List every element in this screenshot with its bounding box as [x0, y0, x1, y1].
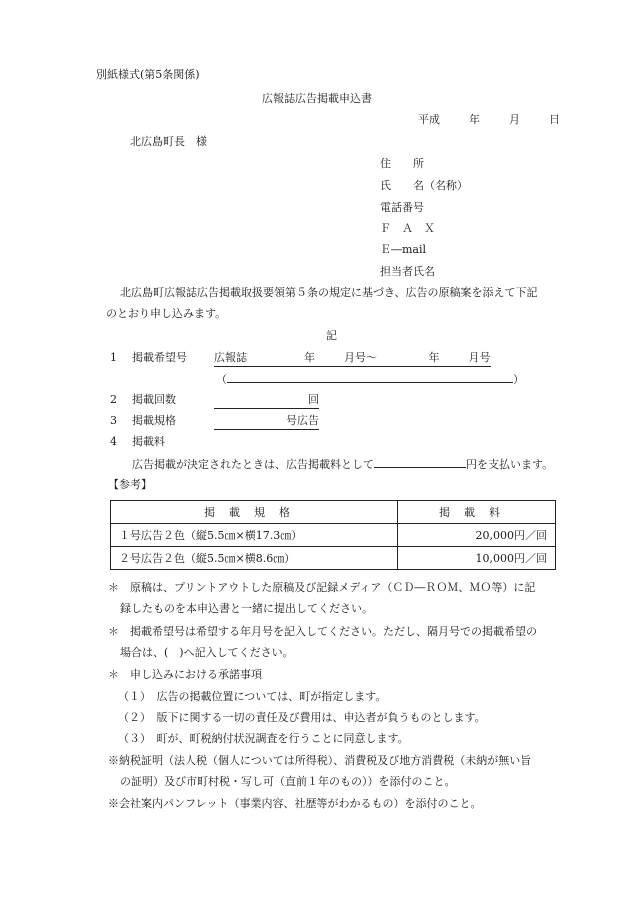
item-2-label: 掲載回数 — [132, 393, 176, 406]
applicant-phone-label: 電話番号 — [380, 201, 424, 214]
applicant-email-label: Ｅ―mail — [380, 243, 427, 256]
addressee: 北広島町長 様 — [130, 135, 207, 148]
item-1-period-line — [214, 350, 377, 367]
note-2-line-1: ＊ 掲載希望号は希望する年月号を記入してください。ただし、隔月号での掲載希望の — [108, 625, 537, 638]
item-4-statement — [132, 455, 553, 473]
item-3-number: 3 — [110, 414, 117, 427]
row-2-spec: ２号広告２色（縦5.5㎝×横8.6㎝） — [111, 547, 398, 570]
note-3-item-3: （３） 町が、町税納付状況調査を行うことに同意します。 — [118, 732, 409, 745]
table-row — [111, 547, 556, 570]
item-1-bimonthly-field[interactable] — [216, 370, 524, 388]
date-era: 平成 — [418, 113, 440, 126]
item-1-field[interactable] — [214, 350, 491, 367]
item-3-field[interactable] — [214, 413, 319, 430]
item-3-label: 掲載規格 — [132, 414, 176, 427]
item-4-text-b: 円を支払います。 — [466, 458, 554, 471]
item-1-year: 年 — [304, 351, 315, 364]
item-2-field[interactable] — [214, 392, 319, 409]
row-1-spec: １号広告２色（縦5.5㎝×横17.3㎝） — [111, 524, 398, 547]
applicant-contact-label: 担当者氏名 — [380, 265, 435, 278]
item-3-unit: 号広告 — [286, 414, 319, 427]
intro-line-2: のとおり申し込みます。 — [106, 307, 227, 320]
note-4-line-1: ※納税証明（法人税（個人については所得税）、消費税及び地方消費税（未納が無い旨 — [108, 754, 532, 767]
item-1-number: 1 — [110, 351, 117, 364]
note-3-item-1: （１） 広告の掲載位置については、町が指定します。 — [118, 690, 387, 703]
table-row — [111, 524, 556, 547]
item-1-publication: 広報誌 — [214, 351, 247, 364]
item-2-number: 2 — [110, 393, 117, 406]
item-4-label: 掲載料 — [132, 435, 165, 448]
note-3-item-2: （２） 版下に関する一切の責任及び費用は、申込者が負うものとします。 — [118, 711, 486, 724]
date-day: 日 — [549, 113, 560, 126]
paren-close: ） — [513, 373, 524, 386]
form-reference: 別紙様式(第5条関係) — [96, 68, 200, 81]
note-1-line-2: 録したものを本申込書と一緒に提出してください。 — [120, 602, 373, 615]
document-title: 広報誌広告掲載申込書 — [262, 92, 372, 105]
applicant-name-label: 氏 名（名称） — [380, 179, 468, 192]
paren-open: （ — [216, 373, 227, 386]
note-2-line-2: 場合は、( )へ記入してください。 — [120, 646, 294, 659]
applicant-fax-label: Ｆ Ａ Ｘ — [380, 222, 435, 235]
date-line — [418, 112, 560, 128]
row-1-price: 20,000円／回 — [398, 524, 556, 547]
table-header-row — [111, 501, 556, 524]
item-1-period-line-2 — [377, 350, 491, 367]
note-1-line-1: ＊ 原稿は、プリントアウトした原稿及び記録メディア（ＣＤ―ＲＯＭ、ＭＯ等）に記 — [108, 581, 536, 594]
bimonthly-underline — [227, 370, 513, 383]
item-4-text-a: 広告掲載が決定されたときは、広告掲載料として — [132, 458, 374, 471]
item-1-month-from: 月号～ — [344, 351, 377, 364]
note-3-heading: ＊ 申し込みにおける承諾事項 — [108, 668, 262, 681]
item-1-month-to: 月号 — [468, 351, 491, 364]
ki-heading: 記 — [326, 329, 337, 342]
applicant-address-label: 住 所 — [380, 157, 424, 170]
note-5: ※会社案内パンフレット（事業内容、社歴等がわかるもの）を添付のこと。 — [108, 797, 482, 810]
date-year: 年 — [469, 113, 480, 126]
intro-line-1: 北広島町広報誌広告掲載取扱要領第５条の規定に基づき、広告の原稿案を添えて下記 — [120, 286, 538, 299]
item-2-unit: 回 — [308, 393, 319, 406]
note-4-line-2: の証明）及び市町村税・写し可（直前１年のもの））を添付のこと。 — [120, 775, 456, 788]
fee-amount-field[interactable] — [374, 455, 466, 468]
reference-label: 【参考】 — [108, 478, 152, 491]
header-price: 掲載料 — [398, 501, 556, 524]
header-spec: 掲載規格 — [111, 501, 398, 524]
item-1-label: 掲載希望号 — [132, 351, 187, 364]
item-1-year-2: 年 — [428, 351, 440, 364]
row-2-price: 10,000円／回 — [398, 547, 556, 570]
reference-table — [110, 500, 556, 570]
item-4-number: 4 — [110, 435, 117, 448]
date-month: 月 — [509, 113, 520, 126]
